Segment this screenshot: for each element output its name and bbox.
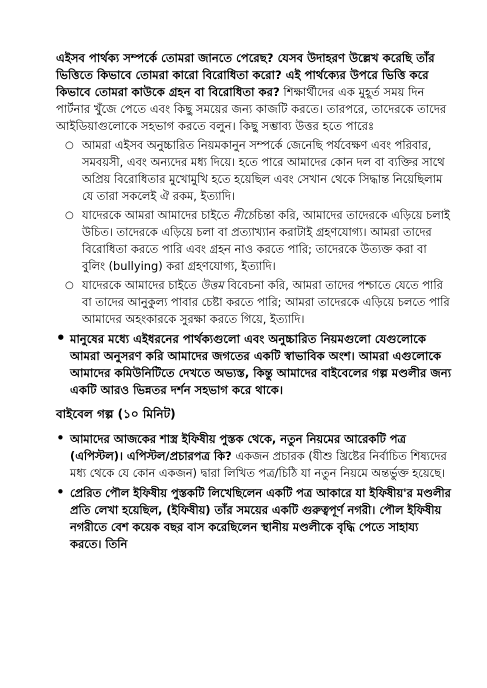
bible-item-bold: আমাদের আজকের শাস্ত্র ইফিষীয় পুস্তক থেকে, নতুন নিয়মের আরেকটি পত্র (এপিস্টল)। এপিস্টল/প্রচারপত্র কি?	[70, 432, 406, 464]
answer-text-pre: যাদেরকে আমরা আমাদের চাইতে	[82, 208, 234, 223]
answer-text-post: চিন্তা করি, আমাদের তাদেরকে এড়িয়ে চলাই উচিত। তাদেরকে এড়িয়ে চলা বা প্রত্যাখ্যান করাটাই গ্রহণযোগ্য। আমরা তাদের বিরোধিতা করতে পারি এবং গ্রহন নাও করতে পারি; তাদেরকে উত্যক্ত করা বা বুলিং (bullying) করা গ্রহণযোগ্য, ইত্যাদি।	[82, 208, 450, 274]
bible-item-1	[70, 431, 453, 482]
summary-bullet: • মানুষের মধ্যে এইধরনের পার্থক্যগুলো এবং অনুচ্চারিত নিয়মগুলো যেগুলোকে আমরা অনুসরণ করি আমাদের জগতের একটি স্বাভাবিক অংশ। আমরা এগুলোকে আমাদের কমিউনিটিতে দেখতে অভ্যস্ত, কিন্তু আমাদের বাইবেলের গল্প মণ্ডলীর জন্য একটি আরও ভিন্নতর দর্শন সহভাগ করে থাকে।	[70, 331, 453, 399]
section-heading: বাইবেল গল্প (১০ মিনিট)	[56, 407, 176, 422]
bible-item-bold: প্রেরিত পৌল ইফিষীয় পুস্তকটি লিখেছিলেন একটি পত্র আকারে যা ইফিষীয়'র মণ্ডলীর প্রতি লেখা হয়েছিল, (ইফিষীয়) তাঁর সময়ের একটি গুরুত্বপূর্ণ নগরী। পৌল ইফিষীয় নগরীতে বেশ কয়েক বছর বাস করেছিলেন স্থানীয় মণ্ডলীকে বৃদ্ধি পেতে সাহায্য করতে। তিনি	[70, 486, 451, 552]
answer-text: আমরা এইসব অনুচ্চারিত নিয়মকানুন সম্পর্কে জেনেছি পর্যবেক্ষণ এবং পরিবার, সমবয়সী, এবং অন্যদের মধ্য দিয়ে। হতে পারে আমাদের কোন দল বা ব্যক্তির সাথে অপ্রিয় বিরোধিতার মুখোমুখি হতে হয়েছিল এবং সেখান থেকে সিদ্ধান্ত নিয়েছিলাম যে তারা সকলেই ঐ রকম, ইত্যাদি।	[82, 138, 445, 204]
bible-story-list	[56, 431, 453, 553]
answer-text-post: বিবেচনা করি, আমরা তাদের পশ্চাতে যেতে পারি বা তাদের আনুকুল্য পাবার চেষ্টা করতে পারি; আমরা তাদেরকে এড়িয়ে চলতে পারি আমাদের অহংকারকে সুরক্ষা করতে গিয়ে, ইত্যাদি।	[82, 278, 450, 327]
answer-text-emphasis: নীচে	[233, 208, 254, 223]
answer-item-2	[82, 207, 453, 275]
possible-answers-list	[56, 137, 453, 328]
intro-paragraph	[56, 50, 453, 135]
summary-list	[56, 331, 453, 399]
bible-item-text: একজন প্রচারক (যীশু খ্রিষ্টের নির্বাচিত শিষ্যদের মধ্য থেকে যে কোন একজন) দ্বারা লিখিত পত্র/চিঠি যা নতুন নিয়মে অন্তর্ভুক্ত হয়েছে।	[70, 449, 447, 481]
bible-item-2	[70, 485, 453, 553]
intro-questions: এইসব পার্থক্য সম্পর্কে তোমরা জানতে পেরেছ? যেসব উদাহরণ উল্লেখ করেছি তাঁর ভিত্তিতে কিভাবে তোমরা কারো বিরোধিতা করো? এই পার্থক্যের উপরে ভিত্তি করে কিভাবে তোমরা কাউকে গ্রহন বা বিরোধিতা কর?	[56, 51, 435, 100]
answer-item-1	[82, 137, 453, 205]
answer-item-3	[82, 277, 453, 328]
intro-instructions: শিক্ষার্থীদের এক মুহূর্ত সময় দিন পার্টনার খুঁজে পেতে এবং কিছু সময়ের জন্য কাজটি করতে। তারপরে, তাদেরকে তাদের আইডিয়াগুলোকে সহভাগ করতে বলুন। কিছু সম্ভাব্য উত্তর হতে পারেঃ	[56, 85, 447, 134]
answer-text-pre: যাদেরকে আমাদের চাইতে	[82, 278, 201, 293]
answer-text-emphasis: উত্তম	[200, 278, 224, 293]
